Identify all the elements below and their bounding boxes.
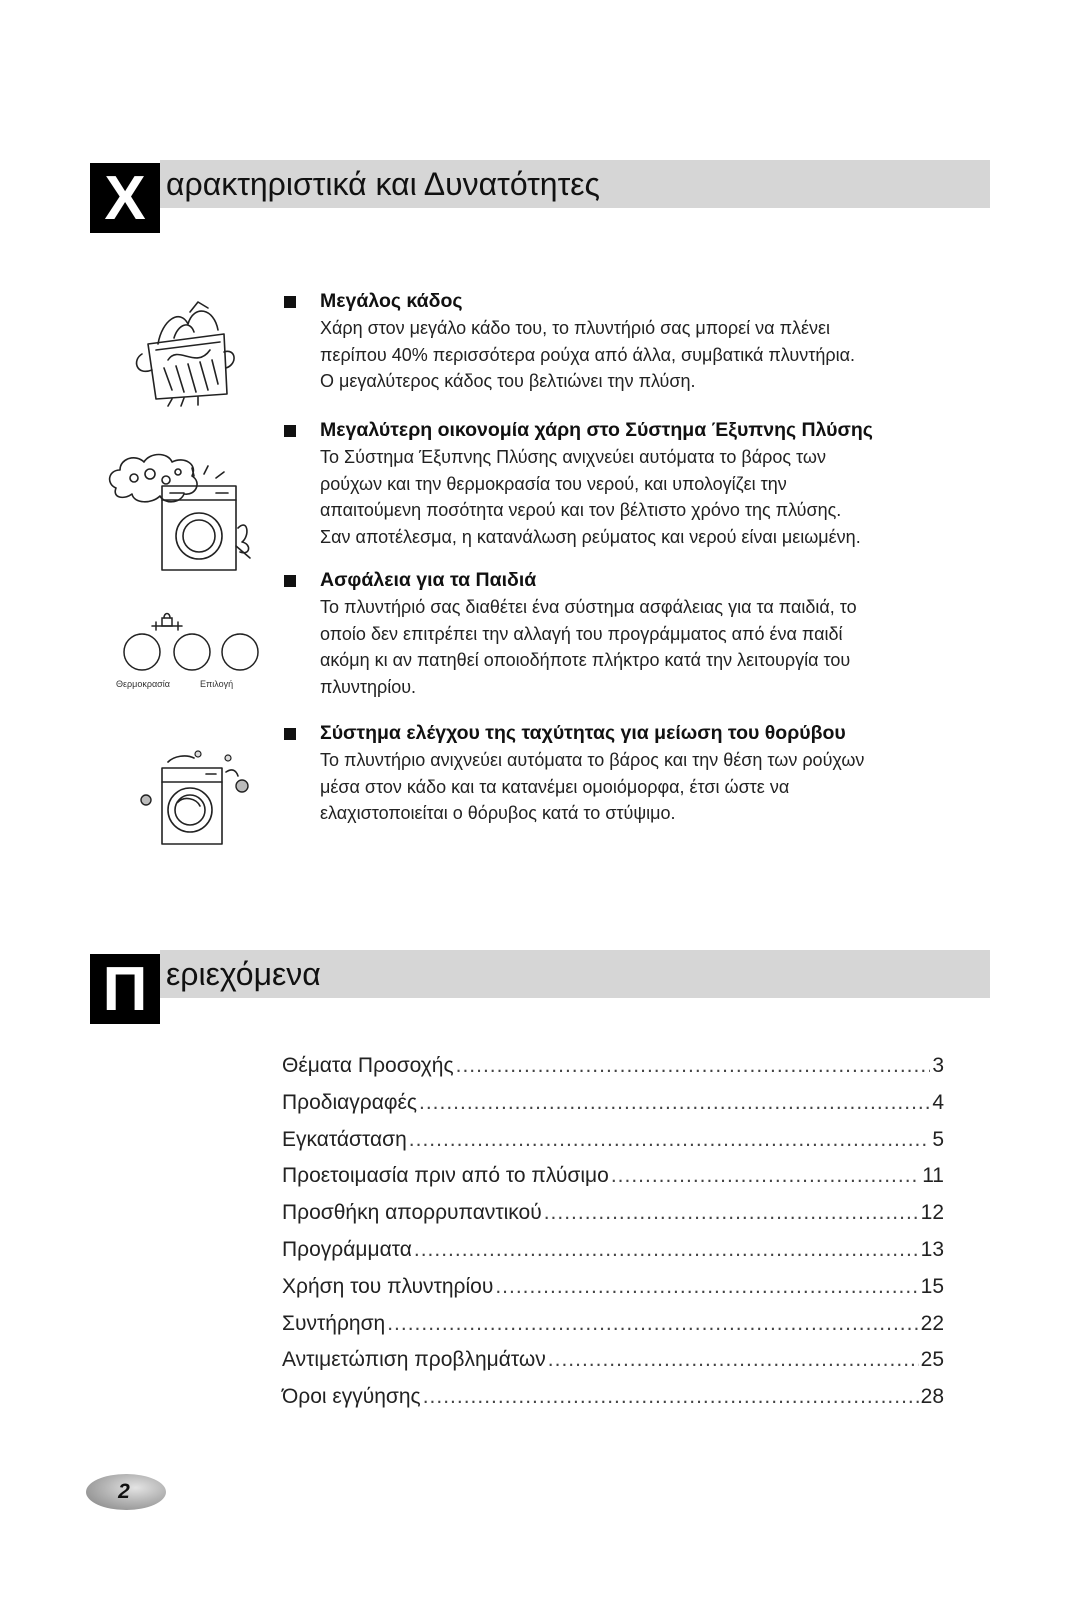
toc-entry-label: Εγκατάσταση — [282, 1127, 407, 1151]
feature-title: Σύστημα ελέγχου της ταχύτητας για μείωση του θορύβου — [320, 722, 846, 744]
feature-noise-reduction — [284, 720, 1004, 827]
toc-entry-label: Προδιαγραφές — [282, 1090, 417, 1114]
page-number: 2 — [118, 1480, 130, 1503]
toc-entry[interactable] — [282, 1048, 944, 1085]
dot-leader — [456, 1048, 931, 1085]
page-number-tab — [86, 1474, 166, 1510]
bullet-square — [284, 425, 296, 437]
feature-text-line: μέσα στον κάδο και τα κατανέμει ομοιόμορφα, έτσι ώστε να — [320, 776, 790, 797]
toc-entry-label: Όροι εγγύησης — [282, 1385, 421, 1409]
toc-entry-page: 28 — [920, 1385, 944, 1409]
toc-entry-label: Θέματα Προσοχής — [282, 1054, 454, 1077]
feature-text-line: Σαν αποτέλεσμα, η κατανάλωση ρεύματος και νερού είναι μειωμένη. — [320, 526, 861, 547]
section-initial-box: Χ — [90, 163, 160, 233]
toc-entry-page: 3 — [932, 1054, 944, 1077]
toc-entry-label: Συντήρηση — [282, 1311, 386, 1335]
feature-text-line: ακόμη κι αν πατηθεί οποιοδήποτε πλήκτρο κατά την λειτουργία του — [320, 650, 851, 671]
dot-leader — [409, 1122, 931, 1159]
feature-large-drum — [284, 288, 1004, 395]
toc-entry-label: Προγράμματα — [282, 1237, 412, 1261]
feature-smart-wash — [284, 417, 1004, 550]
toc-entry[interactable] — [282, 1269, 944, 1306]
smart-wash-machine-icon — [104, 448, 256, 576]
child-lock-buttons-icon — [116, 612, 264, 694]
feature-child-lock — [284, 567, 1004, 700]
feature-text-line: απαιτούμενη ποσότητα νερού και τον βέλτιστο χρόνο της πλύσης. — [320, 500, 842, 521]
bullet-square — [284, 575, 296, 587]
feature-text-line: Το πλυντήριό σας διαθέτει ένα σύστημα ασφάλειας για τα παιδιά, το — [320, 597, 857, 617]
toc-entry[interactable] — [282, 1085, 944, 1122]
toc-entry[interactable] — [282, 1342, 944, 1379]
toc-entry-label: Χρήση του πλυντηρίου — [282, 1274, 494, 1298]
large-drum-icon — [128, 298, 240, 410]
toc-entry-page: 4 — [932, 1090, 944, 1114]
toc-entry-page: 15 — [920, 1274, 944, 1298]
toc-entry-label: Αντιμετώπιση προβλημάτων — [282, 1348, 546, 1372]
toc-entry[interactable] — [282, 1195, 944, 1232]
toc-entry-page: 5 — [932, 1127, 944, 1151]
section-initial-box: Π — [90, 954, 160, 1024]
toc-entry-page: 13 — [920, 1237, 944, 1261]
feature-text-line: περίπου 40% περισσότερα ρούχα από άλλα, συμβατικά πλυντήρια. — [320, 344, 855, 365]
toc-entry-label: Προσθήκη απορρυπαντικού — [282, 1201, 542, 1225]
toc-entry[interactable] — [282, 1306, 944, 1343]
toc-entry[interactable] — [282, 1122, 944, 1159]
feature-text-line: Το Σύστημα Έξυπνης Πλύσης ανιχνεύει αυτόματα το βάρος των — [320, 447, 826, 467]
dot-leader — [414, 1232, 919, 1269]
feature-title: Μεγάλος κάδος — [320, 290, 463, 312]
dot-leader — [544, 1195, 919, 1232]
feature-text-line: ελαχιστοποιείται ο θόρυβος κατά το στύψιμο. — [320, 803, 676, 824]
temperature-button-label: Θερμοκρασία — [116, 679, 170, 689]
bullet-square — [284, 296, 296, 308]
toc-entry[interactable] — [282, 1158, 944, 1195]
feature-text-line: οποίο δεν επιτρέπει την αλλαγή του προγράμματος από ένα παιδί — [320, 623, 843, 644]
feature-text-line: Χάρη στον μεγάλο κάδο του, το πλυντήριό σας μπορεί να πλένει — [320, 318, 831, 338]
feature-title: Μεγαλύτερη οικονομία χάρη στο Σύστημα Έξυπνης Πλύσης — [320, 419, 873, 441]
balanced-spin-machine-icon — [134, 742, 262, 850]
dot-leader — [611, 1158, 920, 1195]
toc-entry-label: Προετοιμασία πριν από το πλύσιμο — [282, 1164, 609, 1188]
toc-entry[interactable] — [282, 1379, 944, 1416]
feature-text-line: ρούχων και την θερμοκρασία του νερού, και υπολογίζει την — [320, 473, 787, 494]
section-title: αρακτηριστικά και Δυνατότητες — [166, 166, 600, 202]
feature-text-line: πλυντηρίου. — [320, 676, 417, 697]
bullet-square — [284, 728, 296, 740]
toc-entry-page: 11 — [922, 1164, 944, 1188]
feature-title: Ασφάλεια για τα Παιδιά — [320, 569, 537, 591]
option-button-label: Επιλογή — [200, 679, 234, 689]
dot-leader — [548, 1342, 919, 1379]
toc-entry-page: 12 — [920, 1201, 944, 1225]
toc-entry-page: 22 — [920, 1311, 944, 1335]
dot-leader — [387, 1306, 918, 1343]
dot-leader — [419, 1085, 930, 1122]
toc-entry[interactable] — [282, 1232, 944, 1269]
feature-text-line: Το πλυντήριο ανιχνεύει αυτόματα το βάρος και την θέση των ρούχων — [320, 750, 865, 770]
dot-leader — [423, 1379, 919, 1416]
section-title: εριεχόμενα — [166, 956, 321, 992]
table-of-contents — [282, 1048, 944, 1416]
feature-text-line: Ο μεγαλύτερος κάδος του βελτιώνει την πλύση. — [320, 371, 696, 392]
toc-entry-page: 25 — [920, 1348, 944, 1372]
dot-leader — [495, 1269, 918, 1306]
